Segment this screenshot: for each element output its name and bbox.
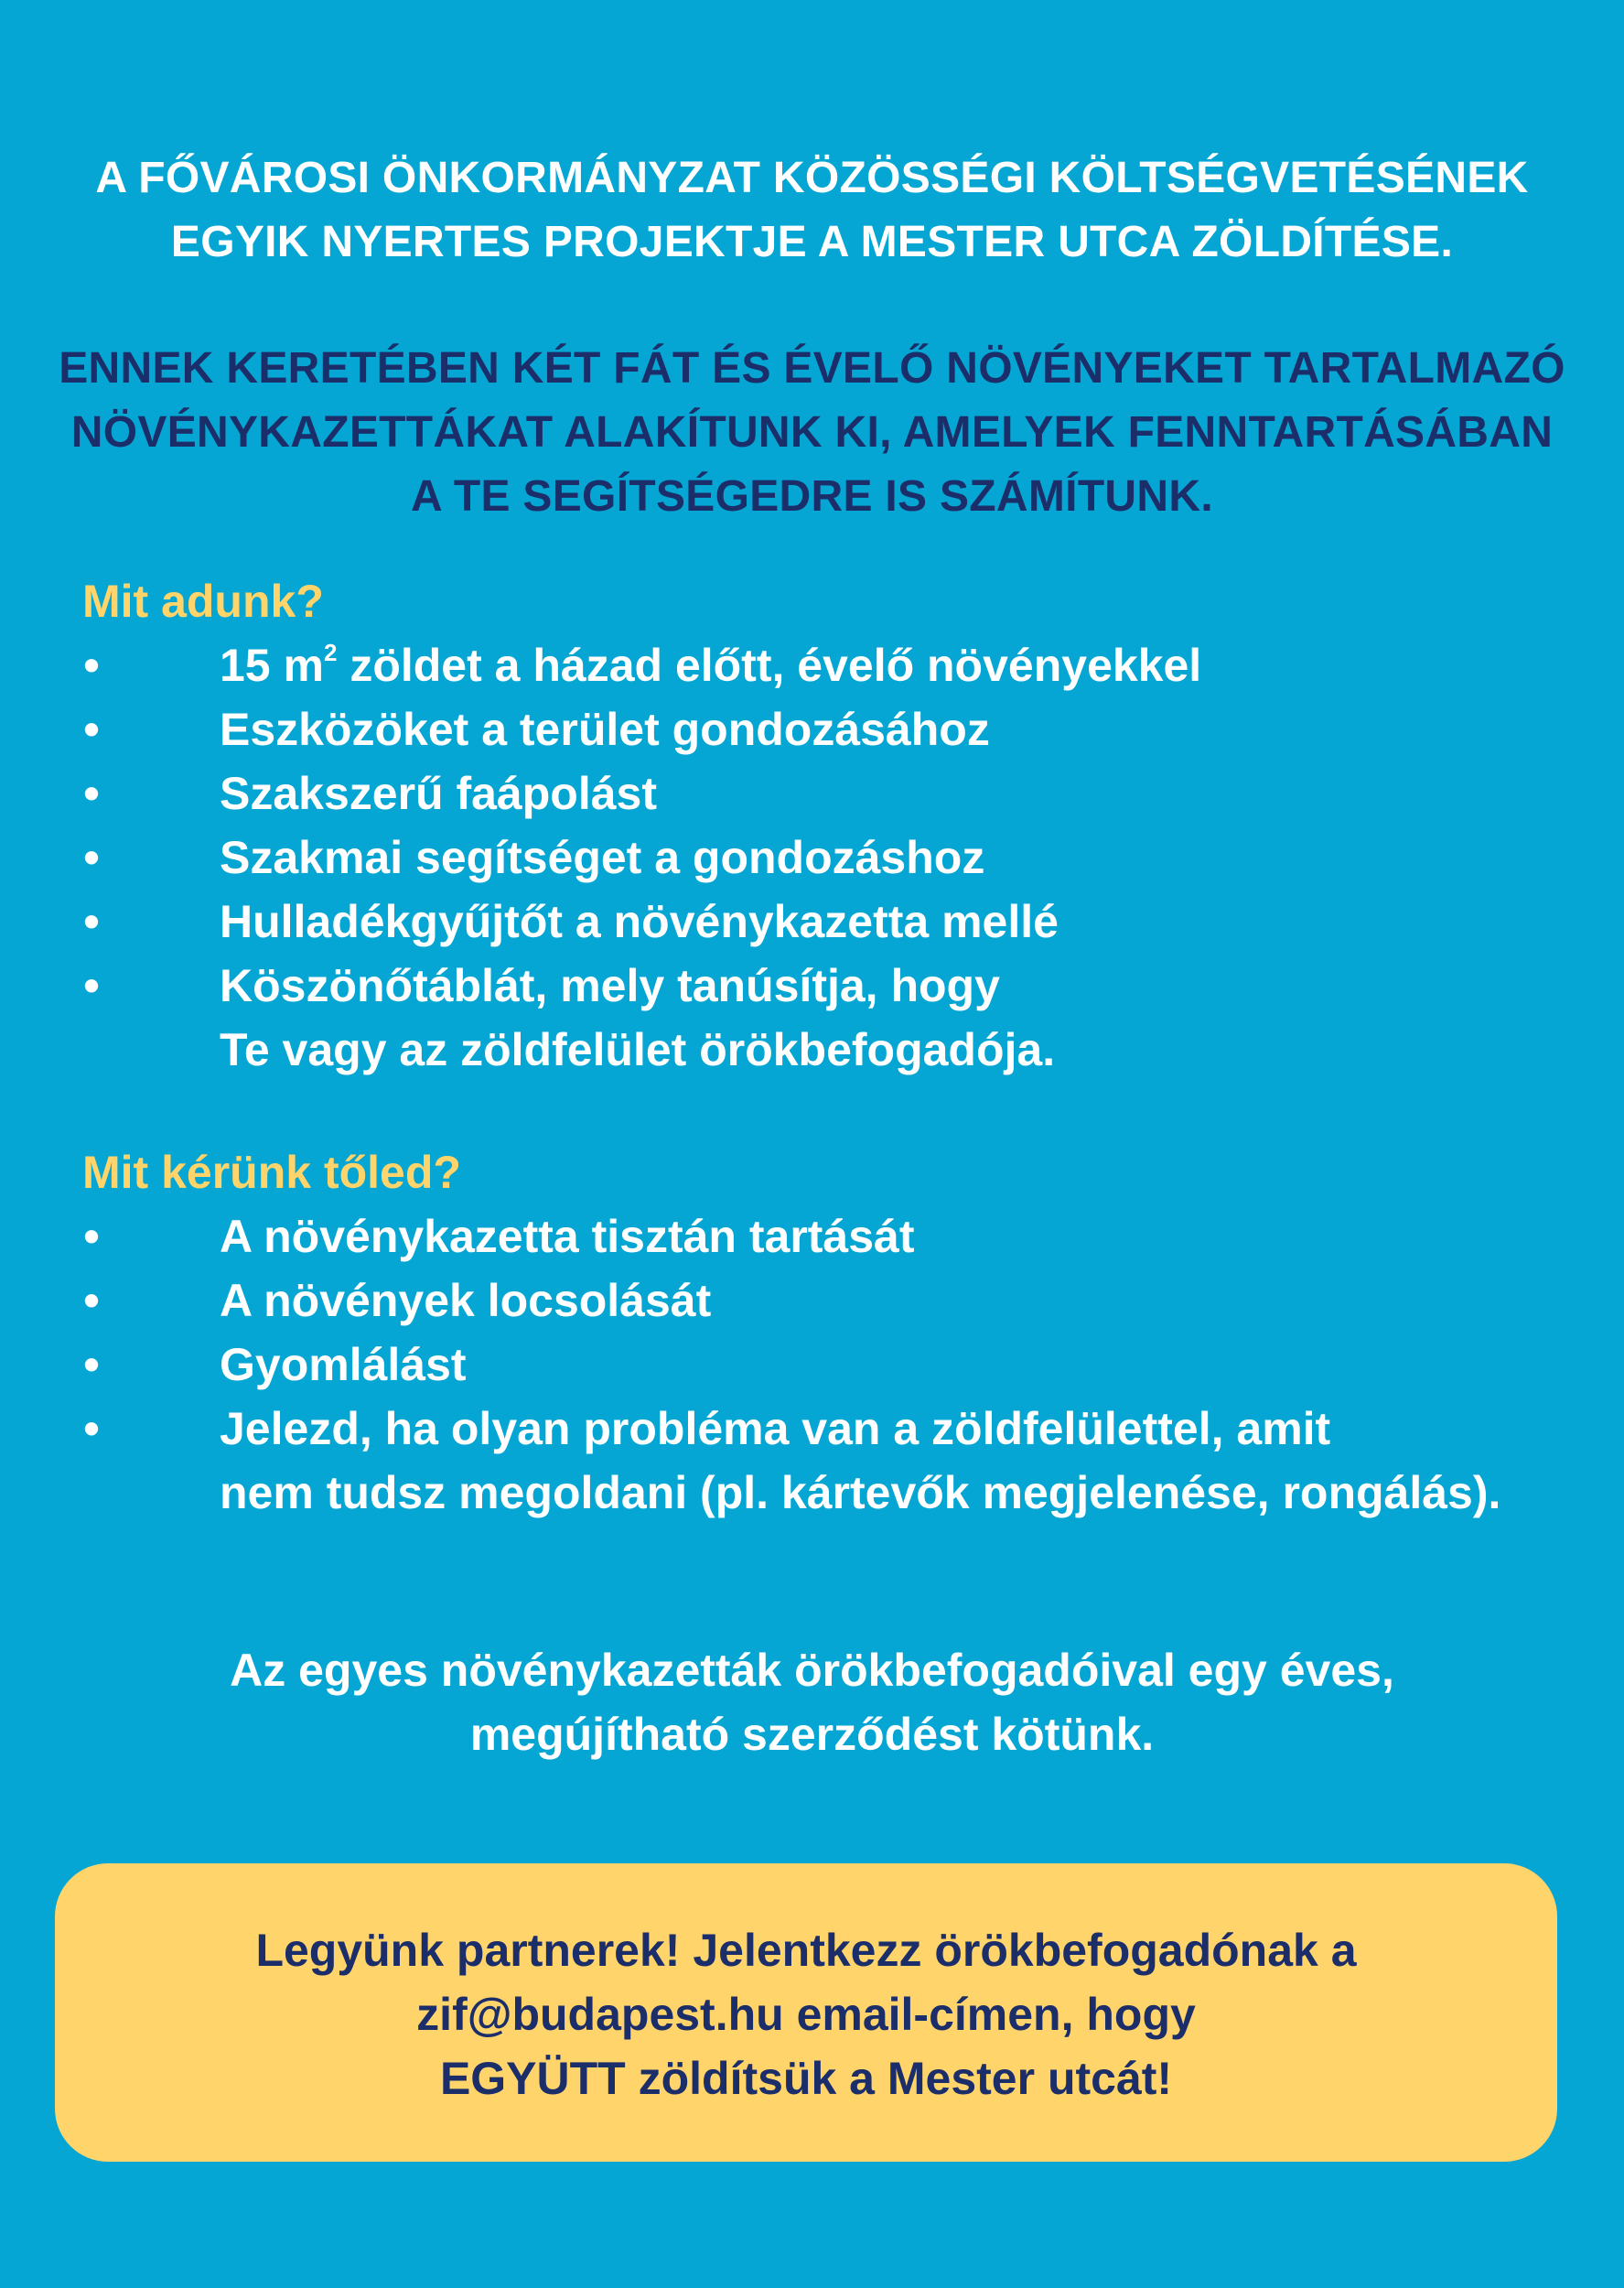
bullet-icon: •: [83, 640, 100, 691]
intro-description: [0, 337, 1624, 529]
call-to-action-box: [55, 1863, 1557, 2162]
cta-line: zif@budapest.hu email-címen, hogy: [416, 1989, 1196, 2040]
intro-line: EGYIK NYERTES PROJEKTJE A MESTER UTCA ZÖLDÍTÉSE.: [170, 218, 1454, 266]
superscript: 2: [323, 639, 338, 666]
list-item: [82, 1204, 1583, 1268]
item-text: A növénykazetta tisztán tartását: [220, 1211, 915, 1262]
closing-note: [0, 1638, 1624, 1766]
item-text: A növények locsolását: [220, 1275, 712, 1326]
item-text: Szakmai segítséget a gondozáshoz: [220, 832, 985, 883]
bullet-icon: •: [83, 1275, 100, 1326]
item-text: nem tudsz megoldani (pl. kártevők megjelenése, rongálás).: [220, 1467, 1501, 1518]
ask-list: [82, 1204, 1583, 1525]
closing-line: megújítható szerződést kötünk.: [469, 1709, 1155, 1760]
description-line: ENNEK KERETÉBEN KÉT FÁT ÉS ÉVELŐ NÖVÉNYEKET TARTALMAZÓ: [59, 344, 1565, 393]
bullet-icon: •: [83, 704, 100, 755]
item-text: Eszközöket a terület gondozásához: [220, 704, 990, 755]
bullet-icon: •: [83, 960, 100, 1011]
description-line: NÖVÉNYKAZETTÁKAT ALAKÍTUNK KI, AMELYEK FENNTARTÁSÁBAN: [70, 408, 1554, 457]
bullet-icon: •: [83, 832, 100, 883]
closing-line: Az egyes növénykazetták örökbefogadóival egy éves,: [230, 1645, 1394, 1696]
item-text: Jelezd, ha olyan probléma van a zöldfelülettel, amit: [220, 1403, 1331, 1454]
list-item: [82, 697, 1583, 761]
item-text: Szakszerű faápolást: [220, 768, 657, 819]
list-item: [82, 1268, 1583, 1333]
item-text: Köszönőtáblát, mely tanúsítja, hogy: [220, 960, 1000, 1011]
ask-heading: Mit kérünk tőled?: [82, 1147, 461, 1198]
item-text: Gyomlálást: [220, 1339, 467, 1390]
intro-announcement: [0, 146, 1624, 275]
item-text: zöldet a házad előtt, évelő növényekkel: [337, 640, 1202, 691]
list-item: [82, 1397, 1583, 1525]
list-item: [82, 954, 1583, 1082]
bullet-icon: •: [83, 1211, 100, 1262]
bullet-icon: •: [83, 1403, 100, 1454]
bullet-icon: •: [83, 768, 100, 819]
list-item: [82, 890, 1583, 954]
bullet-icon: •: [83, 1339, 100, 1390]
cta-line: EGYÜTT zöldítsük a Mester utcát!: [439, 2053, 1173, 2104]
intro-line: A FŐVÁROSI ÖNKORMÁNYZAT KÖZÖSSÉGI KÖLTSÉGVETÉSÉNEK: [95, 154, 1529, 202]
list-item: [82, 761, 1583, 826]
list-item: [82, 1333, 1583, 1397]
description-line: A TE SEGÍTSÉGEDRE IS SZÁMÍTUNK.: [411, 472, 1213, 521]
list-item: [82, 826, 1583, 890]
item-text: Hulladékgyűjtőt a növénykazetta mellé: [220, 896, 1059, 947]
offer-list: [82, 633, 1583, 1082]
item-text: 15 m: [220, 640, 324, 691]
cta-line: Legyünk partnerek! Jelentkezz örökbefogadónak a: [255, 1925, 1357, 1976]
offer-heading: Mit adunk?: [82, 576, 324, 627]
bullet-icon: •: [83, 896, 100, 947]
list-item: [82, 633, 1583, 697]
item-text: Te vagy az zöldfelület örökbefogadója.: [220, 1024, 1056, 1075]
